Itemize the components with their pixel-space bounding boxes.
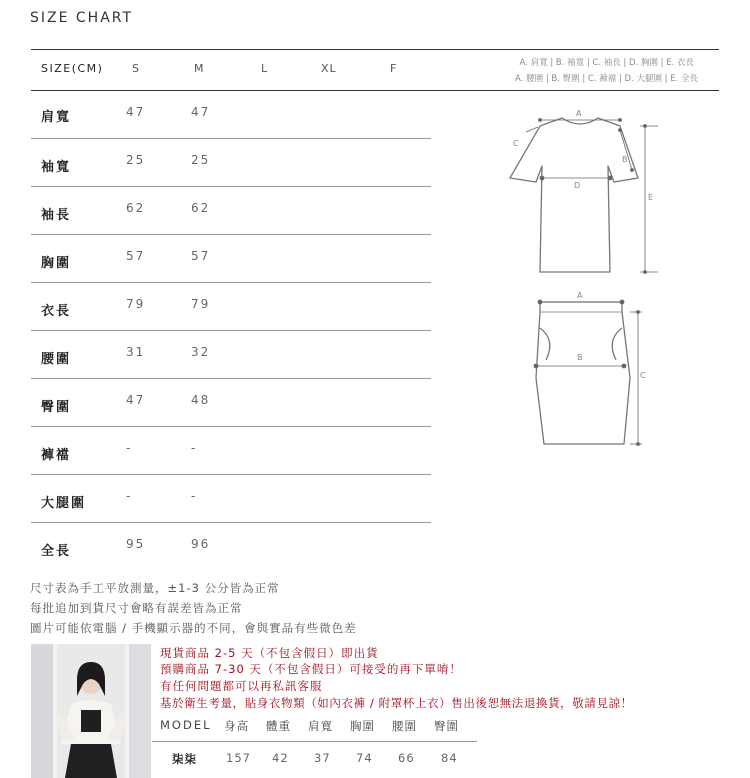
red-note-instock: 現貨商品 2-5 天（不包含假日）即出貨 [160,646,379,660]
diagram-top-a-label: A [576,109,582,118]
size-m-value: 57 [191,249,211,263]
row-divider [31,474,431,475]
red-note-preorder: 預購商品 7-30 天（不包含假日）可接受的再下單唷！ [160,662,462,676]
model-header-waist: 腰圍 [392,719,417,733]
model-header-model: MODEL [160,718,212,732]
size-m-value: 48 [191,393,211,407]
row-label: 衣長 [41,304,72,319]
row-label: 肩寬 [41,110,72,125]
row-divider [31,522,431,523]
model-shoulder: 37 [314,751,331,765]
note-color: 圖片可能依電腦 / 手機顯示器的不同，會與實品有些微色差 [30,621,357,635]
header-top-rule [31,49,719,50]
size-s-value: - [126,489,133,503]
row-label: 全長 [41,544,72,559]
row-divider [31,186,431,187]
size-cm-header: SIZE(CM) [41,62,104,75]
size-s-value: 95 [126,537,146,551]
size-xl-header: XL [321,62,337,75]
size-m-value: - [191,441,198,455]
row-divider [31,378,431,379]
model-table-rule [152,741,477,742]
diagram-top-b-label: B [622,155,628,164]
size-m-value: 79 [191,297,211,311]
row-divider [31,234,431,235]
model-header-shoulder: 肩寬 [308,719,333,733]
model-header-height: 身高 [224,719,249,733]
size-s-value: 62 [126,201,146,215]
page-title: SIZE CHART [30,10,134,26]
model-weight: 42 [272,751,289,765]
size-s-value: 79 [126,297,146,311]
red-note-contact: 有任何問題都可以再私訊客服 [160,679,323,693]
row-label: 胸圍 [41,256,72,271]
diagram-top-e-label: E [648,193,654,202]
note-restock: 每批追加到貨尺寸會略有誤差皆為正常 [30,601,243,615]
model-photo [31,644,151,778]
size-m-value: 47 [191,105,211,119]
size-l-header: L [261,62,269,75]
top-garment-diagram [500,100,670,280]
legend-bottoms: A. 腰圍 | B. 臀圍 | C. 褲襠 | D. 大腿圍 | E. 全長 [515,74,698,84]
legend-tops: A. 肩寬 | B. 袖寬 | C. 袖長 | D. 胸圍 | E. 衣長 [519,58,694,68]
row-label: 臀圍 [41,400,72,415]
row-label: 腰圍 [41,352,72,367]
model-bust: 74 [356,751,373,765]
size-m-value: 62 [191,201,211,215]
diagram-bottom-a-label: A [577,291,583,300]
size-s-value: 31 [126,345,146,359]
size-m-value: 96 [191,537,211,551]
model-height: 157 [226,751,251,765]
size-s-header: S [132,62,140,75]
row-label: 大腿圍 [41,496,87,511]
size-s-value: 47 [126,393,146,407]
size-m-header: M [194,62,205,75]
row-divider [31,282,431,283]
row-label: 袖寬 [41,160,72,175]
size-s-value: 47 [126,105,146,119]
size-m-value: - [191,489,198,503]
diagram-bottom-c-label: C [640,371,646,380]
size-s-value: 25 [126,153,146,167]
row-divider [31,426,431,427]
row-label: 袖長 [41,208,72,223]
note-measurement: 尺寸表為手工平放測量，±1-3 公分皆為正常 [30,581,280,595]
diagram-top-c-label: C [513,139,519,148]
row-divider [31,330,431,331]
row-divider [31,138,431,139]
row-label: 褲襠 [41,448,72,463]
model-header-weight: 體重 [266,719,291,733]
skirt-diagram [530,288,650,450]
header-bottom-rule [31,90,719,91]
model-name: 柒柒 [172,752,197,766]
red-note-hygiene: 基於衛生考量，貼身衣物類（如內衣褲 / 附罩杯上衣）售出後恕無法退換貨，敬請見諒！ [160,696,633,710]
size-m-value: 25 [191,153,211,167]
size-s-value: - [126,441,133,455]
diagram-bottom-b-label: B [577,353,583,362]
model-header-bust: 胸圍 [350,719,375,733]
model-hip: 84 [441,751,458,765]
model-waist: 66 [398,751,415,765]
size-m-value: 32 [191,345,211,359]
model-header-hip: 臀圍 [434,719,459,733]
size-f-header: F [390,62,398,75]
size-s-value: 57 [126,249,146,263]
diagram-top-d-label: D [574,181,581,190]
